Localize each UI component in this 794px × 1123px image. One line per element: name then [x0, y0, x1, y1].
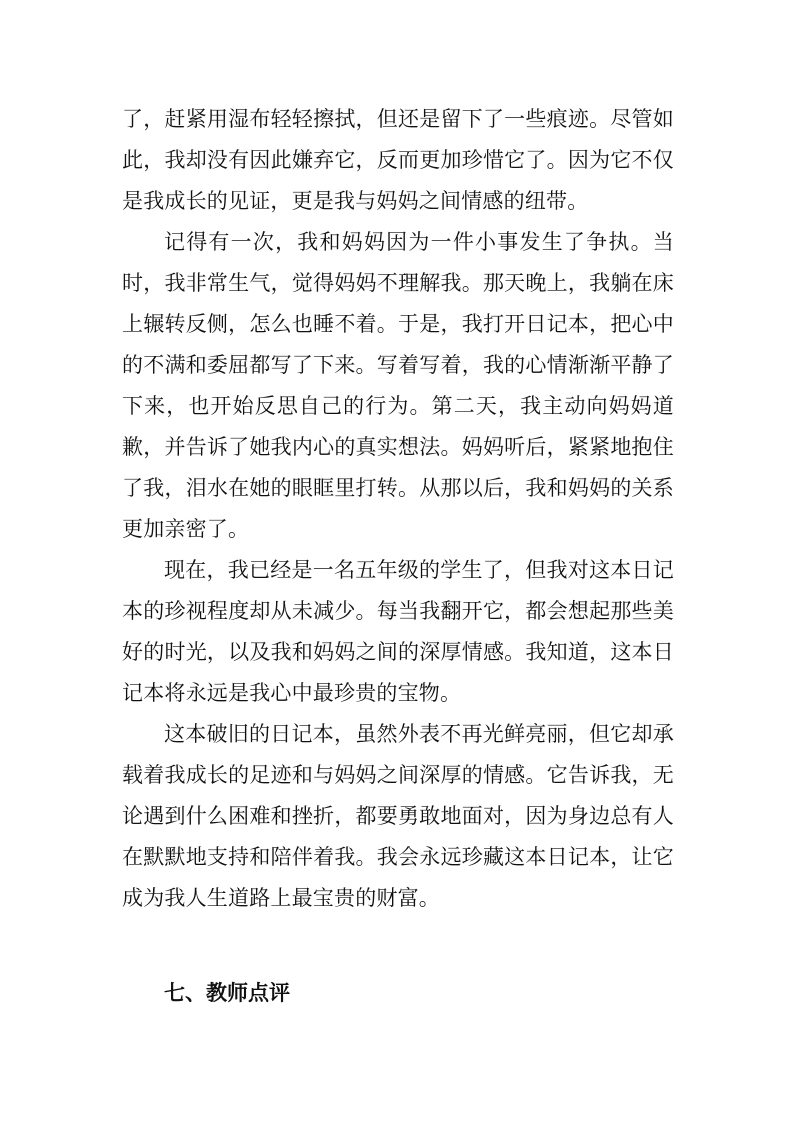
- paragraph-1: 了，赶紧用湿布轻轻擦拭，但还是留下了一些痕迹。尽管如此，我却没有因此嫌弃它，反而更加珍惜它了。因为它不仅是我成长的见证，更是我与妈妈之间情感的纽带。: [122, 107, 674, 213]
- paragraph-2: 记得有一次，我和妈妈因为一件小事发生了争执。当时，我非常生气，觉得妈妈不理解我。那天晚上，我躺在床上辗转反侧，怎么也睡不着。于是，我打开日记本，把心中的不满和委屈都写了下来。写着写着，我的心情渐渐平静了下来，也开始反思自己的行为。第二天，我主动向妈妈道歉，并告诉了她我内心的真实想法。妈妈听后，紧紧地抱住了我，泪水在她的眼眶里打转。从那以后，我和妈妈的关系更加亲密了。: [122, 230, 674, 541]
- essay-body: [122, 99, 674, 919]
- section-heading-teacher-comment: 七、教师点评: [164, 981, 290, 1005]
- paragraph-3: 现在，我已经是一名五年级的学生了，但我对这本日记本的珍视程度却从未减少。每当我翻开它，都会想起那些美好的时光，以及我和妈妈之间的深厚情感。我知道，这本日记本将永远是我心中最珍贵的宝物。: [122, 558, 674, 705]
- paragraph-4: 这本破旧的日记本，虽然外表不再光鲜亮丽，但它却承载着我成长的足迹和与妈妈之间深厚的情感。它告诉我，无论遇到什么困难和挫折，都要勇敢地面对，因为身边总有人在默默地支持和陪伴着我。我会永远珍藏这本日记本，让它成为我人生道路上最宝贵的财富。: [122, 722, 674, 910]
